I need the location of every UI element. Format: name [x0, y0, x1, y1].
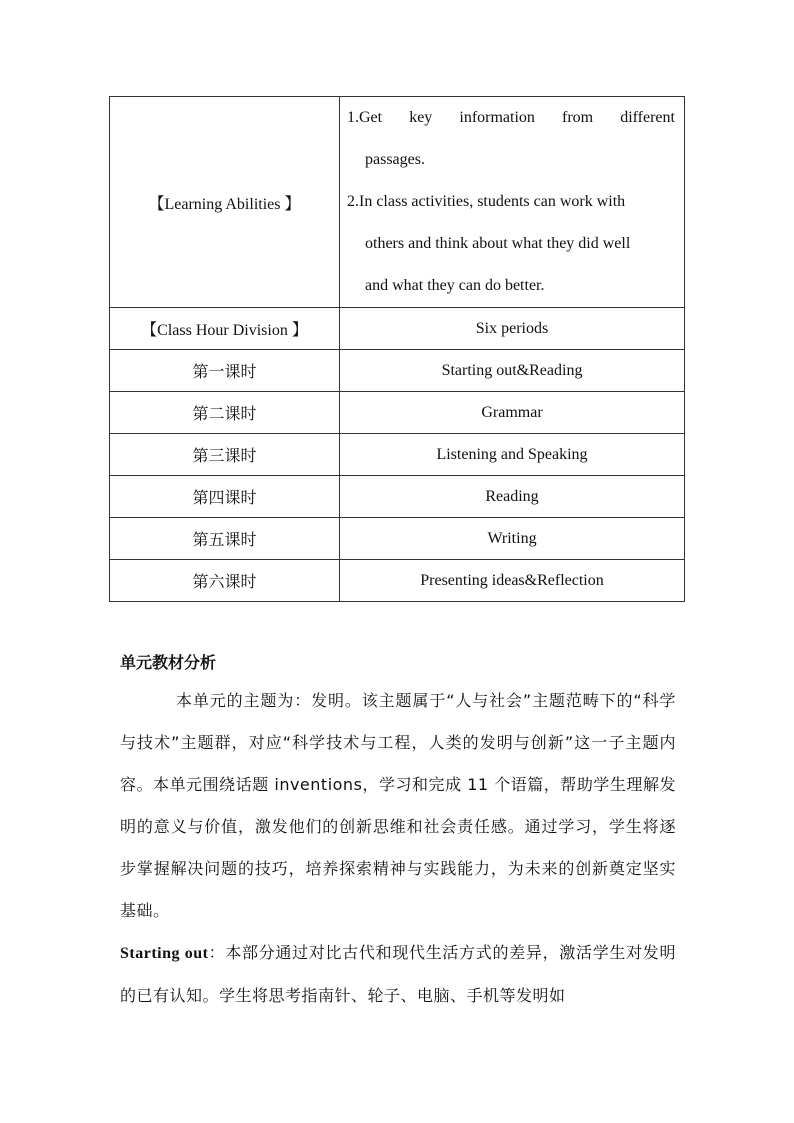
period-content: Listening and Speaking	[340, 434, 685, 476]
period-label: 第三课时	[110, 434, 340, 476]
class-hour-division-label: 【Class Hour Division 】	[110, 308, 340, 350]
period-label: 第一课时	[110, 350, 340, 392]
period-label: 第五课时	[110, 518, 340, 560]
period-label: 第六课时	[110, 560, 340, 602]
starting-out-paragraph	[120, 932, 676, 1017]
ability-item-2	[340, 181, 684, 307]
period-content: Reading	[340, 476, 685, 518]
table-row	[110, 97, 685, 308]
table-row	[110, 308, 685, 350]
section-heading: 单元教材分析	[120, 653, 217, 672]
ability-2-number: 2.	[347, 193, 359, 210]
learning-abilities-content	[340, 97, 685, 308]
starting-out-lead: Starting out	[120, 945, 209, 962]
period-content: Starting out&Reading	[340, 350, 685, 392]
ability-2-line3: and what they can do better.	[365, 277, 545, 294]
ability-1-word: different	[620, 109, 675, 126]
table-row	[110, 350, 685, 392]
ability-2-line2: others and think about what they did well	[365, 235, 631, 252]
period-label: 第四课时	[110, 476, 340, 518]
starting-out-body: ：本部分通过对比古代和现代生活方式的差异，激活学生对发明的已有认知。学生将思考指南针、轮子、电脑、手机等发明如	[120, 943, 676, 1005]
period-label: 第二课时	[110, 392, 340, 434]
ability-1-number: 1.	[347, 109, 359, 126]
analysis-paragraph: 本单元的主题为：发明。该主题属于“人与社会”主题范畴下的“科学与技术”主题群，对应“科学技术与工程，人类的发明与创新”这一子主题内容。本单元围绕话题 inventions，学习和完成 11 个语篇，帮助学生理解发明的意义与价值，激发他们的创新思维和社会责任感。通过学习，学生将逐步掌握解决问题的技巧，培养探索精神与实践能力，为未来的创新奠定坚实基础。	[120, 691, 676, 920]
learning-abilities-label: 【Learning Abilities 】	[110, 97, 340, 308]
ability-1-word: key	[409, 109, 433, 126]
period-content: Presenting ideas&Reflection	[340, 560, 685, 602]
table-row	[110, 392, 685, 434]
table-row	[110, 476, 685, 518]
unit-plan-table	[109, 96, 685, 602]
ability-1-word: information	[459, 109, 535, 126]
period-content: Writing	[340, 518, 685, 560]
abilities-list	[340, 97, 684, 307]
period-content: Grammar	[340, 392, 685, 434]
unit-analysis-section	[120, 646, 676, 1017]
class-hour-division-value: Six periods	[340, 308, 685, 350]
table-row	[110, 434, 685, 476]
table-row	[110, 518, 685, 560]
ability-1-line2: passages.	[365, 151, 425, 168]
ability-1-word: from	[562, 109, 594, 126]
ability-1-word: Get	[359, 109, 383, 126]
table-row	[110, 560, 685, 602]
ability-item-1	[340, 97, 684, 181]
ability-2-line1: In class activities, students can work with	[359, 193, 626, 210]
